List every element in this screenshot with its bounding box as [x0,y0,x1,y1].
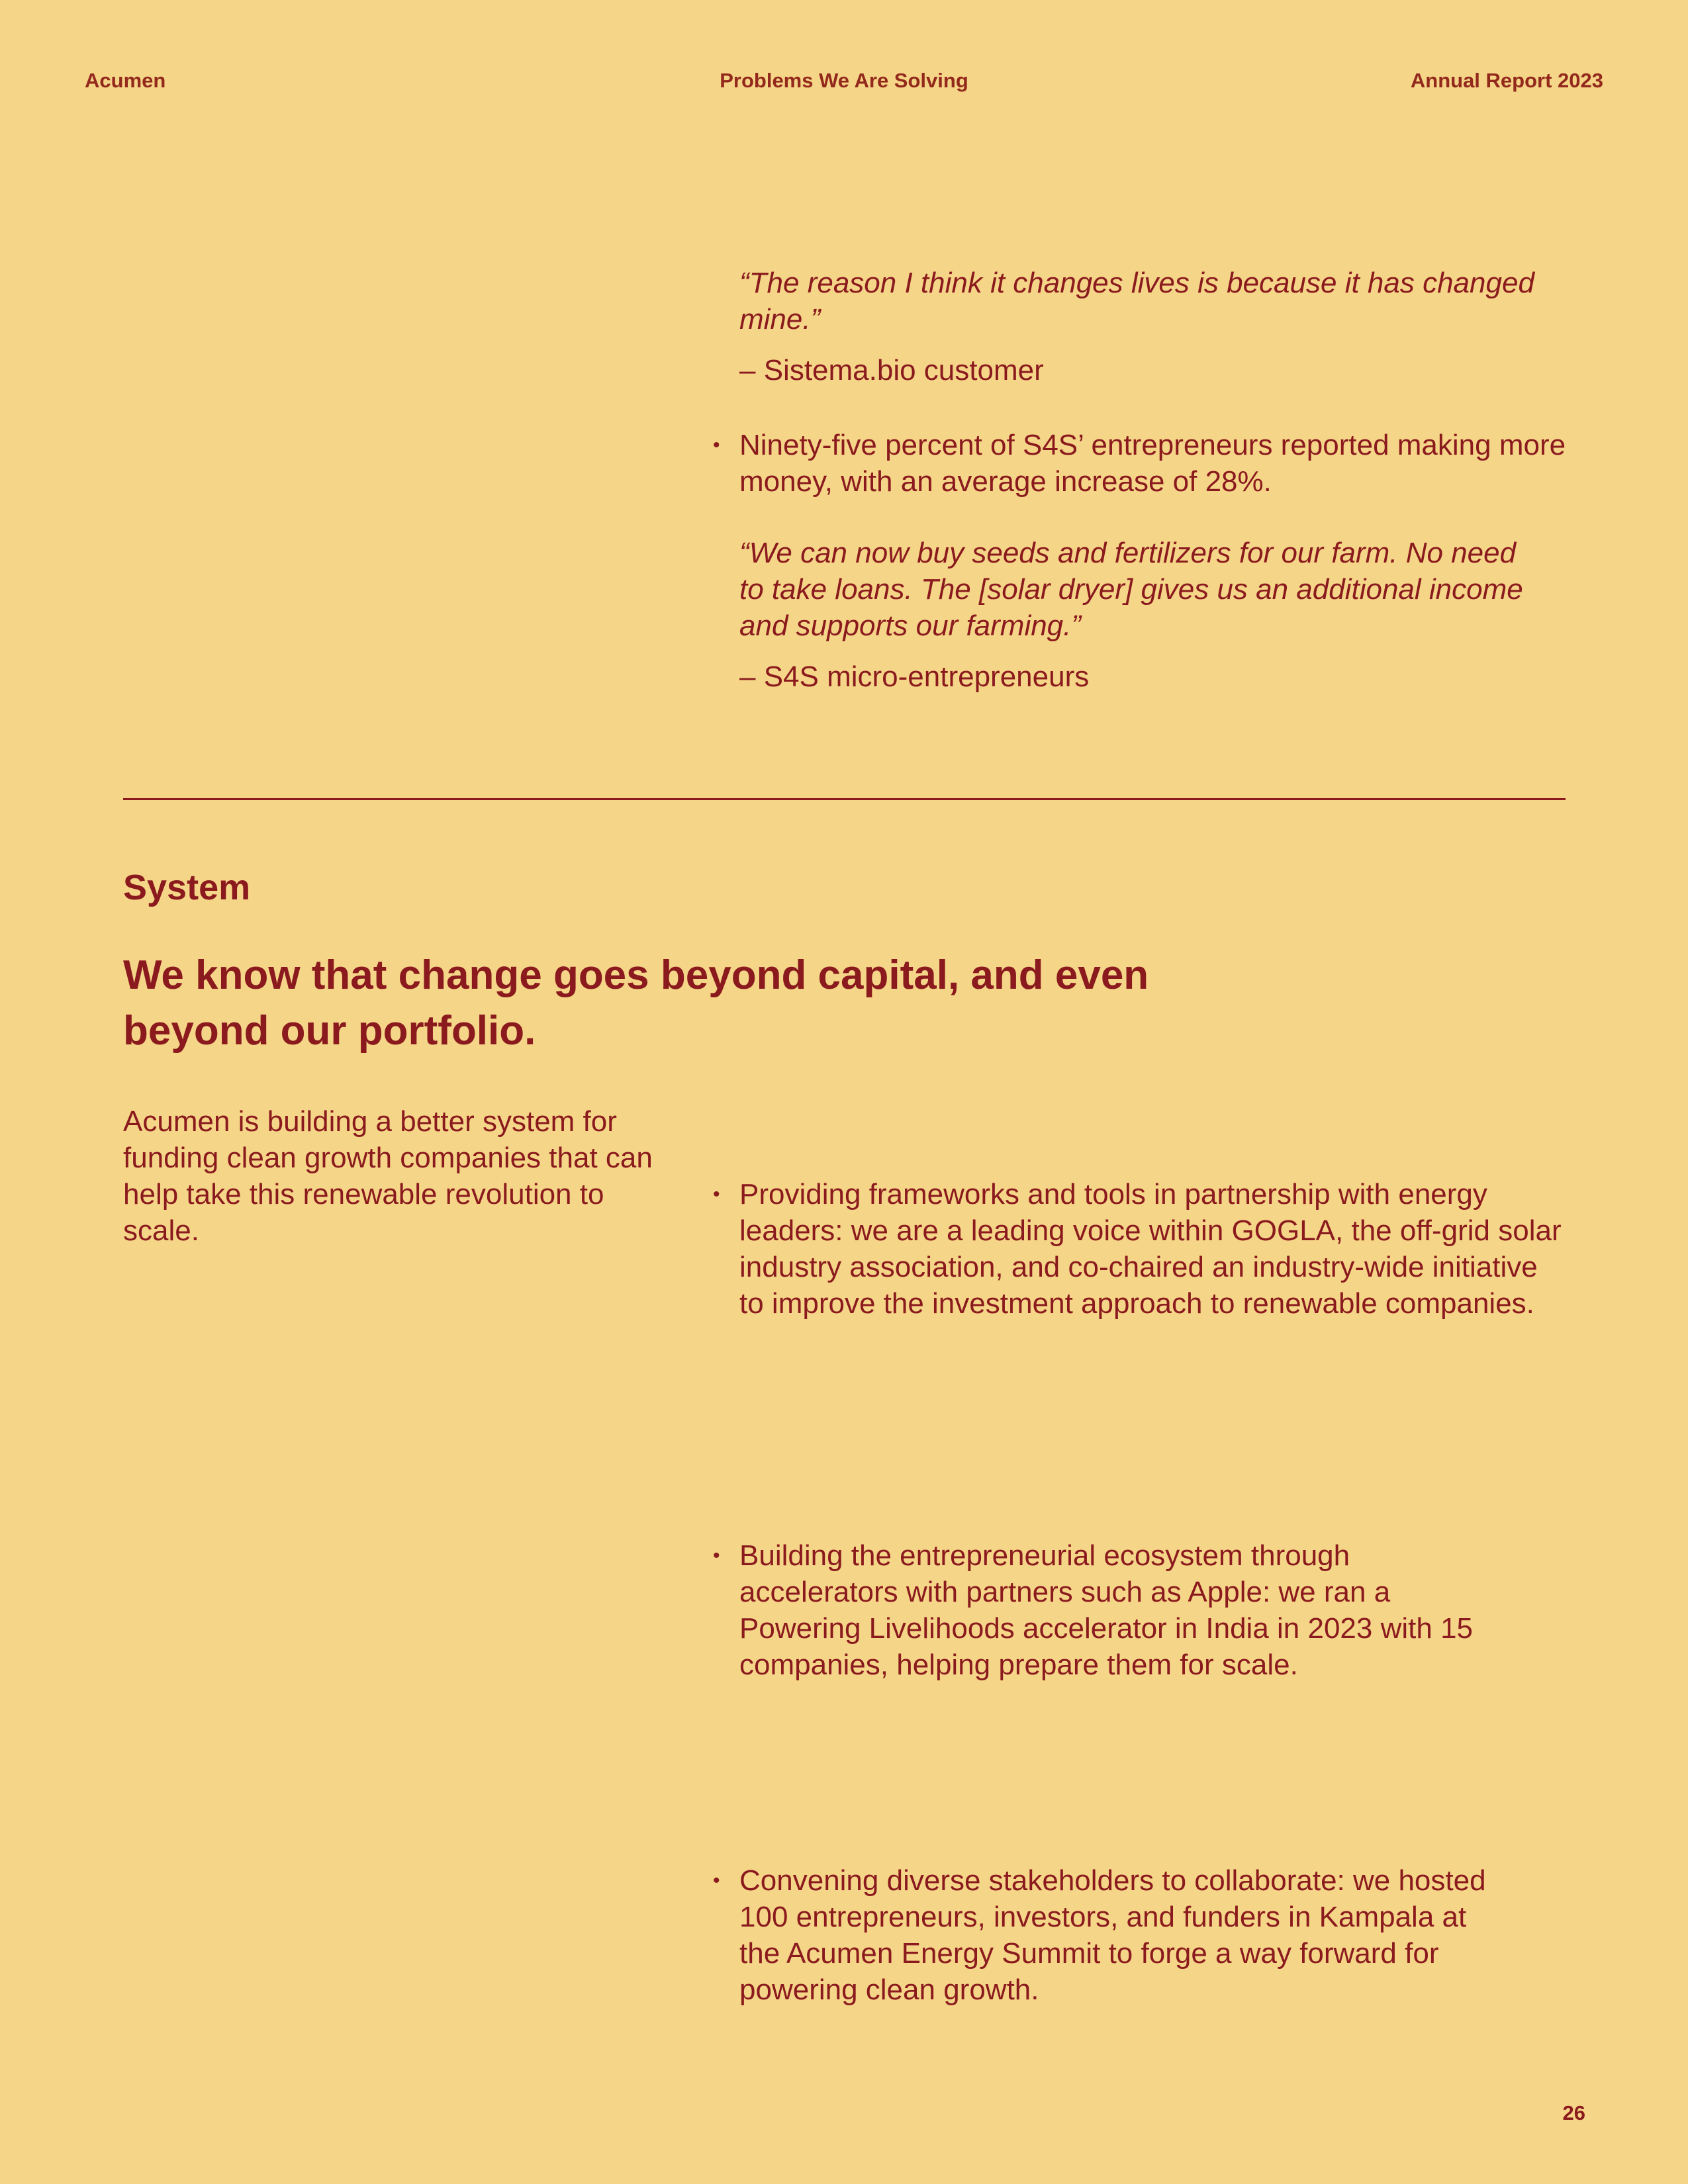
bullet-dot-icon: • [713,434,720,456]
bullet-text: Ninety-five percent of S4S’ entrepreneurs reported making more money, with an average increase of 28%. [739,429,1566,498]
quote-attribution-2: – S4S micro-entrepreneurs [739,660,1090,693]
bullet-text: Convening diverse stakeholders to collaborate: we hosted 100 entrepreneurs, investors, and funders in Kampala at the Acumen Energy Summit to forge a way forward for powering clean growth. [739,1864,1486,2006]
section-label: System [123,868,251,907]
section-divider [123,798,1566,800]
bullet-item [713,427,1593,500]
customer-quote-1: “The reason I think it changes lives is because it has changed mine.” [739,267,1534,336]
bullet-item [713,1862,1501,2008]
bullet-dot-icon: • [713,1183,720,1205]
header-report-title: Annual Report 2023 [1410,69,1603,92]
section-intro: Acumen is building a better system for funding clean growth companies that can help take this renewable revolution to scale. [123,1105,653,1247]
bullet-dot-icon: • [713,1870,720,1891]
quote-attribution-1: – Sistema.bio customer [739,354,1044,387]
bullet-text: Building the entrepreneurial ecosystem through accelerators with partners such as Apple: we ran a Powering Livelihoods accelerator in India in 2023 with 15 companies, helping prepare them for scale. [739,1539,1474,1681]
header-section-title: Problems We Are Solving [720,69,968,92]
bullet-text: Providing frameworks and tools in partnership with energy leaders: we are a leading voice within GOGLA, the off-grid solar industry association, and co-chaired an industry-wide initiative to improve the investment approach to renewable companies. [739,1178,1562,1320]
section-headline: We know that change goes beyond capital, and even beyond our portfolio. [123,952,1149,1054]
customer-quote-2: “We can now buy seeds and fertilizers for our farm. No need to take loans. The [solar dryer] gives us an additional income and supports our farming.” [739,537,1523,642]
page-number: 26 [1562,2101,1585,2124]
bullet-item [713,1537,1501,1683]
bullet-dot-icon: • [713,1545,720,1567]
bullet-item [713,1176,1567,1322]
header-org-name: Acumen [85,69,166,92]
